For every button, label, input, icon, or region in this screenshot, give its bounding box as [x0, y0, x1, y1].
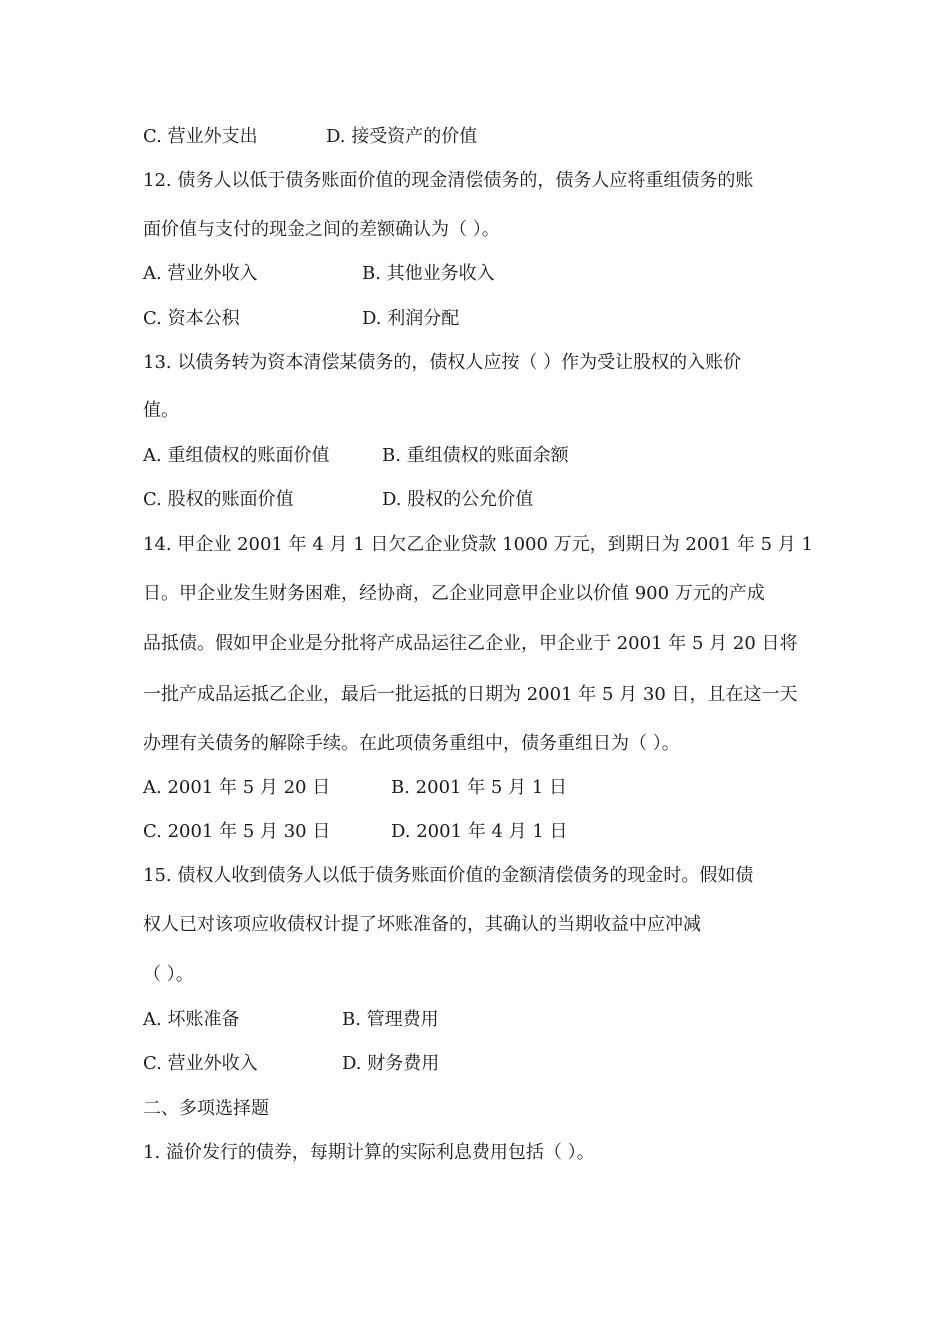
option-d: D. 利润分配	[362, 308, 460, 329]
option-b: B. 2001 年 5 月 1 日	[391, 777, 567, 798]
option-d: D. 股权的公允价值	[382, 489, 534, 510]
question-13-text: 13. 以债务转为资本清偿某债务的，债权人应按（ ）作为受让股权的入账价	[143, 352, 742, 373]
q15-options-ab	[143, 1008, 843, 1032]
option-c: C. 股权的账面价值	[143, 489, 294, 510]
q13-options-ab	[143, 444, 843, 468]
option-c: C. 营业外收入	[143, 1053, 258, 1074]
q15-options-cd	[143, 1052, 843, 1076]
question-12-text: 12. 债务人以低于债务账面价值的现金清偿债务的，债务人应将重组债务的账	[143, 170, 754, 191]
question-12-text-cont: 面价值与支付的现金之间的差额确认为（ ）。	[143, 219, 500, 240]
option-c: C. 营业外支出	[143, 126, 258, 147]
option-b: B. 重组债权的账面余额	[382, 445, 569, 466]
question-14-text-cont-1: 日。甲企业发生财务困难，经协商，乙企业同意甲企业以价值 900 万元的产成	[143, 583, 765, 604]
option-a: A. 营业外收入	[143, 263, 258, 284]
option-c: C. 资本公积	[143, 308, 240, 329]
question-13-text-cont: 值。	[143, 400, 179, 421]
q14-options-cd	[143, 820, 843, 844]
option-d: D. 财务费用	[342, 1053, 440, 1074]
q12-options-ab	[143, 262, 843, 286]
option-d: D. 接受资产的价值	[326, 126, 478, 147]
section-heading-multiple-choice: 二、多项选择题	[143, 1098, 269, 1119]
option-c: C. 2001 年 5 月 30 日	[143, 821, 331, 842]
question-14-text-cont-4: 办理有关债务的解除手续。在此项债务重组中，债务重组日为（ ）。	[143, 733, 680, 754]
question-14-text-cont-2: 品抵债。假如甲企业是分批将产成品运往乙企业，甲企业于 2001 年 5 月 20 日将	[143, 633, 798, 654]
option-a: A. 2001 年 5 月 20 日	[143, 777, 331, 798]
q13-options-cd	[143, 488, 843, 512]
option-b: B. 其他业务收入	[362, 263, 495, 284]
option-a: A. 重组债权的账面价值	[143, 445, 330, 466]
option-a: A. 坏账准备	[143, 1009, 240, 1030]
question-14-text: 14. 甲企业 2001 年 4 月 1 日欠乙企业贷款 1000 万元，到期日为 2001 年 5 月 1	[143, 534, 813, 555]
q14-options-ab	[143, 776, 843, 800]
question-15-text-cont-1: 权人已对该项应收债权计提了坏账准备的，其确认的当期收益中应冲减	[143, 914, 701, 935]
question-15-text-cont-2: （ ）。	[143, 964, 194, 985]
q12-options-cd	[143, 307, 843, 331]
question-14-text-cont-3: 一批产成品运抵乙企业，最后一批运抵的日期为 2001 年 5 月 30 日，且在这一天	[143, 684, 798, 705]
multi-question-1-text: 1. 溢价发行的债券，每期计算的实际利息费用包括（ ）。	[143, 1142, 595, 1163]
question-15-text: 15. 债权人收到债务人以低于债务账面价值的金额清偿债务的现金时。假如债	[143, 865, 754, 886]
option-b: B. 管理费用	[342, 1009, 439, 1030]
q11-options-cd	[143, 125, 843, 149]
option-d: D. 2001 年 4 月 1 日	[391, 821, 568, 842]
